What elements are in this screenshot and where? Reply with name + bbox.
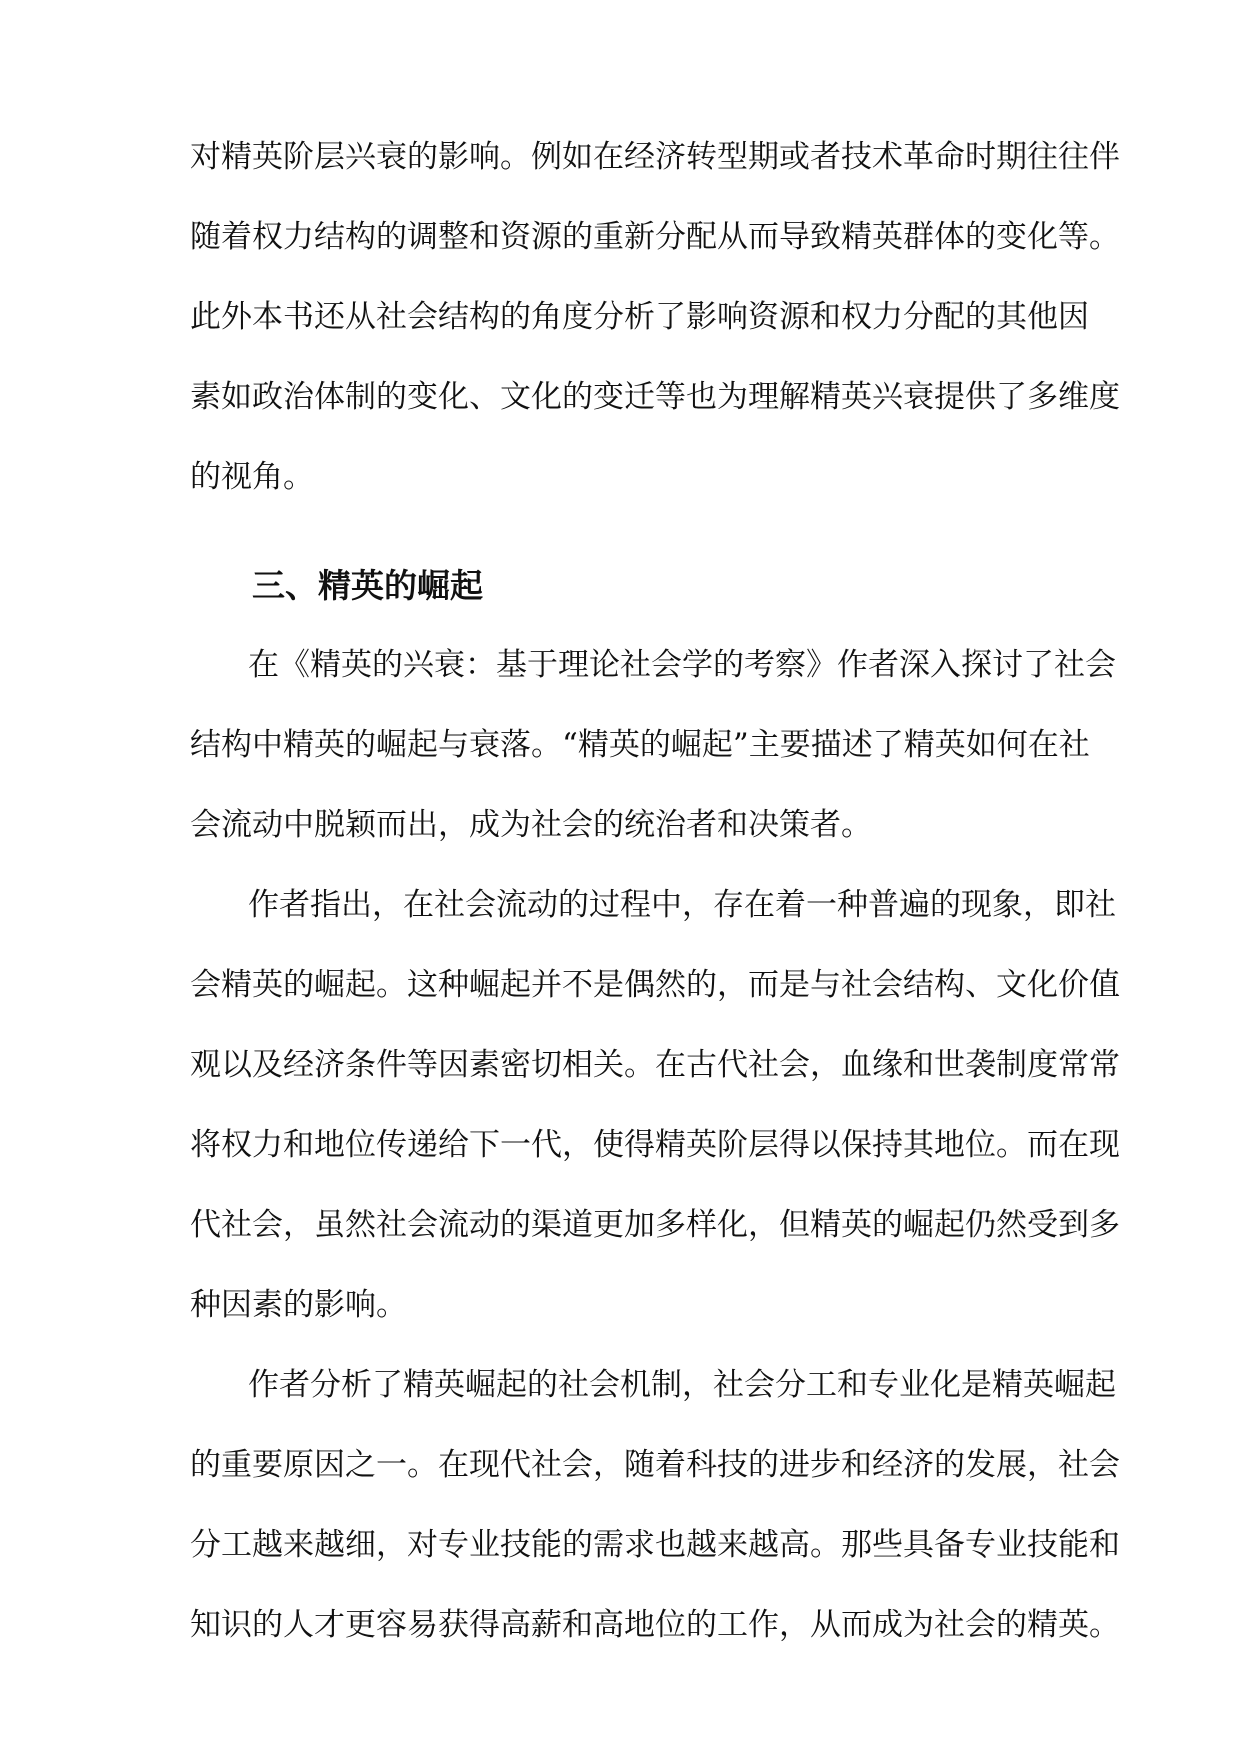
paragraph-1-line-1: 在《精英的兴衰：基于理论社会学的考察》作者深入探讨了社会 (248, 647, 1116, 683)
section-heading: 三、精英的崛起 (252, 566, 483, 605)
paragraph-2-line-2: 会精英的崛起。这种崛起并不是偶然的，而是与社会结构、文化价值 (190, 967, 1120, 1003)
paragraph-1-line-3: 会流动中脱颖而出，成为社会的统治者和决策者。 (190, 807, 872, 843)
paragraph-2-line-4: 将权力和地位传递给下一代，使得精英阶层得以保持其地位。而在现 (190, 1127, 1120, 1163)
intro-line-2: 随着权力结构的调整和资源的重新分配从而导致精英群体的变化等。 (190, 219, 1120, 255)
intro-line-5: 的视角。 (190, 459, 314, 495)
paragraph-3-line-4: 知识的人才更容易获得高薪和高地位的工作，从而成为社会的精英。 (190, 1607, 1120, 1643)
paragraph-2-line-1: 作者指出，在社会流动的过程中，存在着一种普遍的现象，即社 (248, 887, 1116, 923)
intro-line-1: 对精英阶层兴衰的影响。例如在经济转型期或者技术革命时期往往伴 (190, 139, 1120, 175)
paragraph-2-line-5: 代社会，虽然社会流动的渠道更加多样化，但精英的崛起仍然受到多 (190, 1207, 1120, 1243)
paragraph-2-line-6: 种因素的影响。 (190, 1287, 407, 1323)
intro-line-3: 此外本书还从社会结构的角度分析了影响资源和权力分配的其他因 (190, 299, 1089, 335)
paragraph-3-line-1: 作者分析了精英崛起的社会机制，社会分工和专业化是精英崛起 (248, 1367, 1116, 1403)
paragraph-3-line-3: 分工越来越细，对专业技能的需求也越来越高。那些具备专业技能和 (190, 1527, 1120, 1563)
intro-line-4: 素如政治体制的变化、文化的变迁等也为理解精英兴衰提供了多维度 (190, 379, 1120, 415)
paragraph-3-line-2: 的重要原因之一。在现代社会，随着科技的进步和经济的发展，社会 (190, 1447, 1120, 1483)
paragraph-2-line-3: 观以及经济条件等因素密切相关。在古代社会，血缘和世袭制度常常 (190, 1047, 1120, 1083)
paragraph-1-line-2: 结构中精英的崛起与衰落。“精英的崛起”主要描述了精英如何在社 (190, 727, 1090, 763)
